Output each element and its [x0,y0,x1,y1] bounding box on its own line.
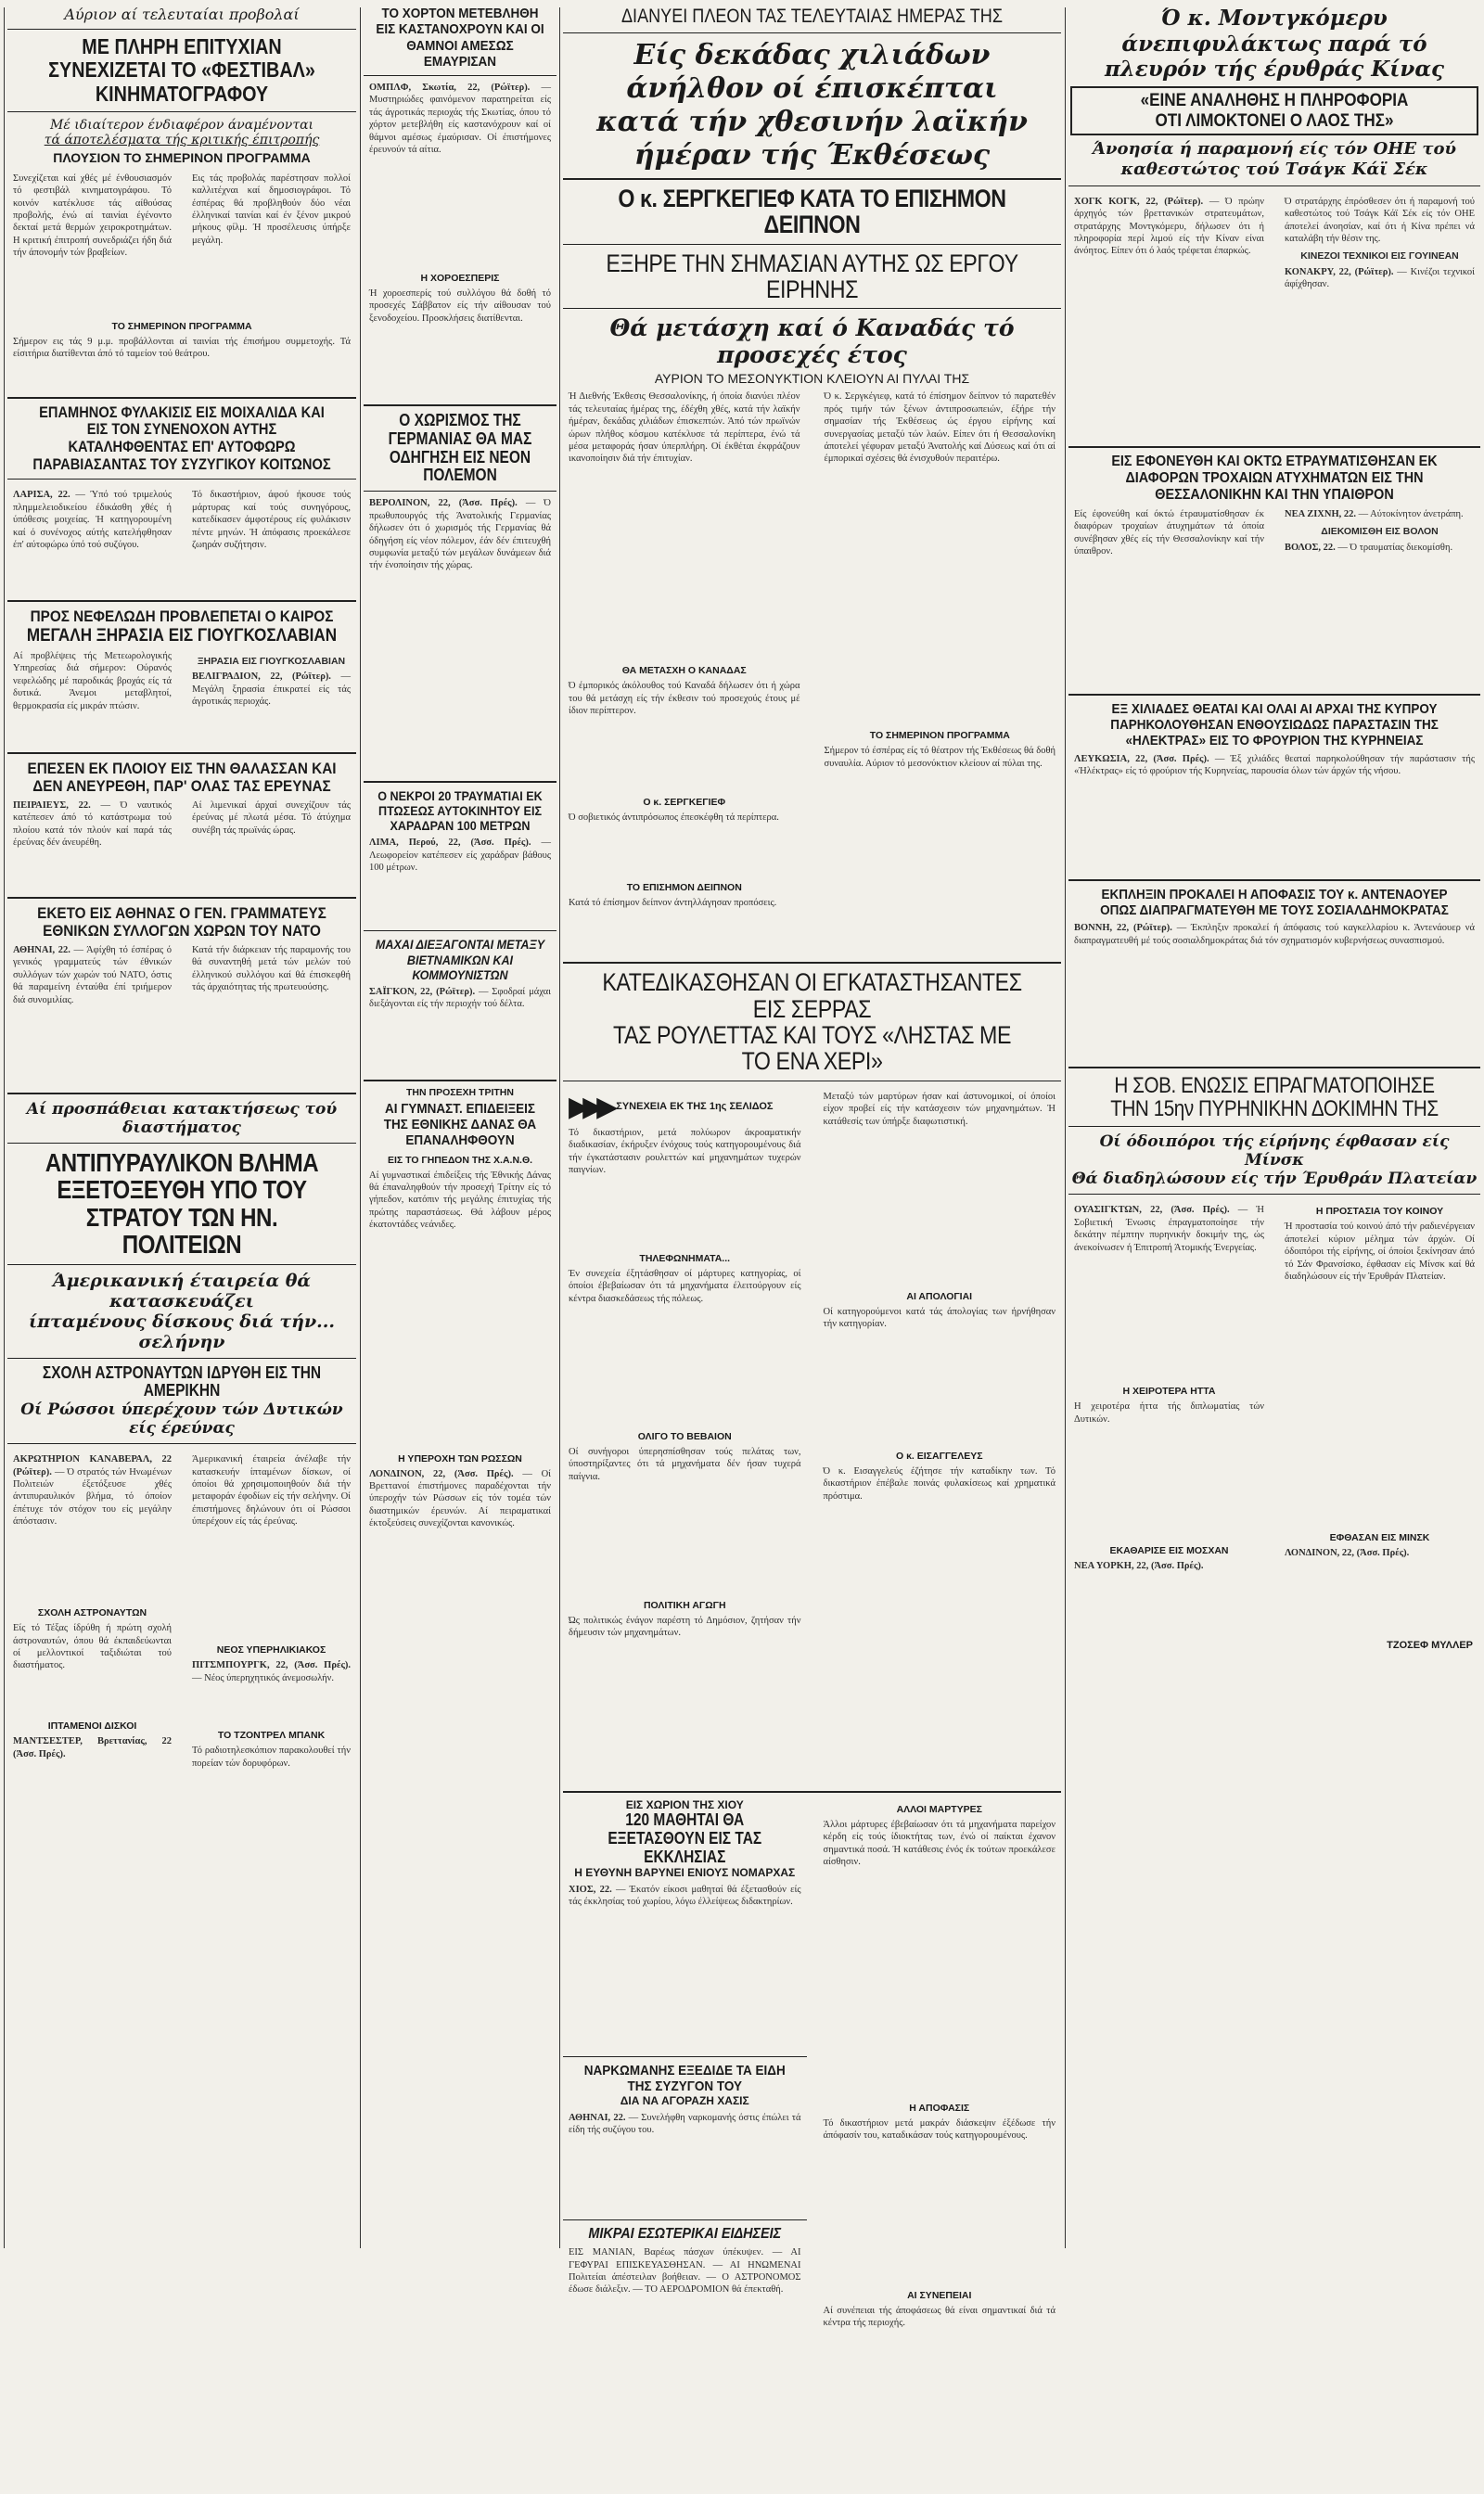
sergeyev-subhead: Ο κ. ΣΕΡΓΚΕΓΙΕΦ [643,797,726,809]
consequences-subhead: ΑΙ ΣΥΝΕΠΕΙΑΙ [907,2289,972,2301]
fair-headline-1: Είς δεκάδας χιλιάδων άνήλθον οί έπισκέπται [626,39,998,106]
phone-subhead: ΤΗΛΕΦΩΝΗΜΑΤΑ... [639,1252,731,1264]
fair-right: Ό κ. Σεργκέγιεφ, κατά τό έπίσημον δείπνον τό παρατεθέν πρός τιμήν τών ξένων άντιπροσωπειών, έξήρε τήν σημασίαν τής Έκθέσεως ώς έργου είρήνης καί συνεργασίας μεταξύ τών λαών. Είπεν ότι ή Θεσσαλονίκη άποτελεί γέφυραν μεταξύ Άνατολής καί Δύσεως καί ότι αί έμπορικαί σχέσεις θά ένισχυθούν περαιτέρω. ΤΟ ΣΗΜΕΡΙΝΟΝ ΠΡΟΓΡΑΜΜΑ Σήμερον τό έσπέρας είς τό θέατρον τής Έκθέσεως θά δοθή συναυλία. Αύριον τό μεσονύκτιον κλείουν αί πύλαι της. [819,387,1062,956]
apologies-subhead: ΑΙ ΑΠΟΛΟΓΙΑΙ [906,1290,973,1302]
grass-headline: ΤΟ ΧΟΡΤΟΝ ΜΕΤΕΒΛΗΘΗ ΕΙΣ ΚΑΣΤΑΝΟΧΡΟΥΝ ΚΑΙ ΟΙ ΘΑΜΝΟΙ ΑΜΕΣΩΣ ΕΜΑΥΡΙΣΑΝ [376,6,544,70]
montgomery-body-right: Ό στρατάρχης έπρόσθεσεν ότι ή παραμονή τού καθεστώτος τού Τσάγκ Κάϊ Σέκ είς τόν ΟΗΕ άποτελεί άνοησίαν, καί ότι ή Κίνα πρέπει νά καταλάβη τήν θέσιν της. ΚΙΝΕΖΟΙ ΤΕΧΝΙΚΟΙ ΕΙΣ ΓΟΥΙΝΕΑΝ ΚΟΝΑΚΡΥ, 22, (Ρώϊτερ). — Κινέζοι τεχνικοί άφίχθησαν. [1285,196,1475,290]
nato-body-right: Κατά τήν διάρκειαν τής παραμονής του θά συναντηθή μετά τών μελών τού έλληνικού συλλόγου καί θά έπισκεφθή τάς άρχαιότητας τής πρωτευούσης. [192,945,351,993]
nato-headline: ΕΚΕΤΟ ΕΙΣ ΑΘΗΝΑΣ Ο ΓΕΝ. ΓΡΑΜΜΑΤΕΥΣ ΕΘΝΙΚΩΝ ΣΥΛΛΟΓΩΝ ΧΩΡΩΝ ΤΟΥ ΝΑΤΟ [37,903,326,940]
berlin-dateline: ΒΕΡΟΛΙΝΟΝ, 22, (Άσσ. Πρές). [369,498,518,509]
germany-headline: Ο ΧΩΡΙΣΜΟΣ ΤΗΣ ΓΕΡΜΑΝΙΑΣ ΘΑ ΜΑΣ ΟΔΗΓΗΣΗ ΕΙΣ ΝΕΟΝ ΠΟΛΕΜΟΝ [388,411,532,485]
festival-deck-2: τά άποτελέσματα τής κριτικής έπιτροπής [44,132,320,147]
zichni-dateline: ΝΕΑ ΖΙΧΝΗ, 22. [1285,508,1357,519]
adenauer-headline: ΕΚΠΛΗΞΙΝ ΠΡΟΚΑΛΕΙ Η ΑΠΟΦΑΣΙΣ ΤΟΥ κ. ΑΝΤΕΝΑΟΥΕΡ ΟΠΩΣ ΔΙΑΠΡΑΓΜΑΤΕΥΘΗ ΜΕ ΤΟΥΣ ΣΟΣΙΑΛΔΗΜΟΚΡΑΤΑΣ [1100,886,1449,918]
weather-body: Αί προβλέψεις τής Μετεωρολογικής Υπηρεσίας διά σήμερον: Ούρανός νεφελώδης μέ παροδικάς βροχάς είς τά δυτικά. Άνεμοι μεταβλητοί, θερμοκρασία είς μικράν πτώσιν. [13,650,172,711]
roulette-left: ▶▶▶ ΣΥΝΕΧΕΙΑ ΕΚ ΤΗΣ 1ης ΣΕΛΙΔΟΣ Τό δικαστήριον, μετά πολύωρον άκροαματικήν διαδικασίαν, έκήρυξεν ένόχους τούς κατηγορουμένους διά τήν έγκατάστασιν ρουλεττών καί μηχανημάτων τυχερών παιγνίων. ΤΗΛΕΦΩΝΗΜΑΤΑ... Έν συνεχεία έξητάσθησαν οί μάρτυρες κατηγορίας, οί όποίοι έβεβαίωσαν ότι τά μηχανήματα έλειτούργουν είς κέντρα διασκεδάσεως τής πόλεως. ΟΛΙΓΟ ΤΟ ΒΕΒΑΙΟΝ Οί συνήγοροι ύπερησπίσθησαν τούς πελάτας των, ύποστηρίξαντες ότι τά μηχανήματα δέν ήσαν τυχερά παίγνια. ΠΟΛΙΤΙΚΗ ΑΓΩΓΗ Ώς πολιτικώς ένάγον παρέστη τό Δημόσιον, ζητήσαν τήν δήμευσιν τών μηχανημάτων. [563,1087,807,1785]
volos-dateline: ΒΟΛΟΣ, 22. [1285,542,1336,553]
bonn-dateline: ΒΟΝΝΗ, 22, (Ρώϊτερ). [1074,923,1172,934]
roulette-headline-1: ΚΑΤΕΔΙΚΑΣΘΗΣΑΝ ΟΙ ΕΓΚΑΤΑΣΤΗΣΑΝΤΕΣ ΕΙΣ ΣΕΡΡΑΣ [602,968,1022,1023]
festival-deck-3: ΠΛΟΥΣΙΟΝ ΤΟ ΣΗΜΕΡΙΝΟΝ ΠΡΟΓΡΑΜΜΑ [53,149,311,165]
nuclear-right: Η ΠΡΟΣΤΑΣΙΑ ΤΟΥ ΚΟΙΝΟΥ Ή προστασία τού κοινού άπό τήν ραδιενέργειαν άποτελεί κύριον μέλημα τών άρχών. Οί όδοιπόροι τής είρήνης, οί όποίοι ξεκίνησαν άπό τό Σάν Φρανσίσκο, έφθασαν είς Μίνσκ καί θά διαδηλώσουν είς τήν Έρυθράν Πλατείαν. ΕΦΘΑΣΑΝ ΕΙΣ ΜΙΝΣΚ ΛΟΝΔΙΝΟΝ, 22, (Άσσ. Πρές). [1279,1200,1480,1638]
fair-top-banner: ΔΙΑΝΥΕΙ ΠΛΕΟΝ ΤΑΣ ΤΕΛΕΥΤΑΙΑΣ ΗΜΕΡΑΣ ΤΗΣ [620,6,1004,27]
newyork-dateline: ΝΕΑ ΥΟΡΚΗ, 22, (Άσσ. Πρές). [1074,1561,1204,1572]
festival-deck-1: Μέ ιδιαίτερον ένδιαφέρον άναμένονται [49,117,314,133]
adultery-body-left: ΛΑΡΙΣΑ, 22. — Ύπό τού τριμελούς πλημμελειοδικείου έδικάσθη χθές ή ύπόθεσις μοιχείας. Ή κατηγορουμένη καί ό συνένοχος αύτής κατελήφθησαν έπ' αύτοφώρω ύπό τού συζύγου. [13,490,173,551]
nato-body-left: ΑΘΗΝΑΙ, 22. — Άφίχθη τό έσπέρας ό γενικός γραμματεύς τών έθνικών συλλόγων τών χωρών τού ΝΑΤΟ, όστις θά παραμείνη ένταύθα έπί τριήμερον διά συνομιλίας. [13,945,173,1005]
guinea-subhead: ΚΙΝΕΖΟΙ ΤΕΧΝΙΚΟΙ ΕΙΣ ΓΟΥΙΝΕΑΝ [1300,250,1459,262]
column-rule [360,7,361,2248]
sea-body-right: Αί λιμενικαί άρχαί συνεχίζουν τάς έρεύνας μέ πλωτά μέσα. Τό άτύχημα συνέβη τάς πρωϊνάς ώρας. [192,799,351,836]
washington-dateline: ΟΥΑΣΙΓΚΤΩΝ, 22, (Άσσ. Πρές). [1074,1205,1230,1216]
byline-signature: ΤΖΟΣΕΦ ΜΥΛΛΕΡ [1387,1640,1473,1652]
drought-headline: ΜΕΓΑΛΗ ΞΗΡΑΣΙΑ ΕΙΣ ΓΙΟΥΓΚΟΣΛΑΒΙΑΝ [26,625,338,646]
certificate-subhead: ΟΛΙΓΟ ΤΟ ΒΕΒΑΙΟΝ [637,1430,732,1442]
london-dateline: ΛΟΝΔΙΝΟΝ, 22, (Άσσ. Πρές). [369,1468,514,1479]
space-right: Άμερικανική έταιρεία άνέλαβε τήν κατασκευήν ίπταμένων δίσκων, οί όποίοι θά χρησιμοποιηθούν διά τήν μεταφοράν έφοδίων είς τήν σελήνην. Οί έπιστήμονες δηλώνουν ότι οί Ρώσσοι ύπερέχουν είς τάς έρεύνας. ΝΕΟΣ ΥΠΕΡΗΛΙΚΙΑΚΟΣ ΠΙΤΣΜΠΟΥΡΓΚ, 22, (Άσσ. Πρές). — Νέος ύπερηχητικός άνεμοσωλήν. ΤΟ ΤΖΟΝΤΡΕΛ ΜΠΑΝΚ Τό ραδιοτηλεσκόπιον παρακολουθεί τήν πορείαν τών δορυφόρων. [186,1450,356,1823]
festival-body-left: Συνεχίζεται καί χθές μέ ένθουσιασμόν τό φεστιβάλ κινηματογράφου. Τό κοινόν κατέκλυσε τάς αίθούσας προβολής, ένώ αί ταινίαι έγένοντο δεκταί μετά θερμών χειροκροτημάτων. Η κριτική έπιτροπή συνεδριάζει ήδη διά τήν άπονομήν τών βραβείων. [13,173,172,259]
defeat-subhead: Η ΧΕΙΡΟΤΕΡΑ ΗΤΤΑ [1122,1386,1216,1398]
witness-story: ΑΛΛΟΙ ΜΑΡΤΥΡΕΣ Άλλοι μάρτυρες έβεβαίωσαν ότι τά μηχανήματα παρείχον κέρδη είς τούς ίδιοκτήτας των, ένώ οί παίκται έχανον σημαντικά ποσά. Ή κατάθεσις ένός έκ τούτων προεκάλεσε αίσθησιν. Η ΑΠΟΦΑΣΙΣ Τό δικαστήριον μετά μακράν διάσκεψιν έξέδωσε τήν άπόφασίν του, καταδικάσαν τούς κατηγορουμένους. ΑΙ ΣΥΝΕΠΕΙΑΙ Αί συνέπειαι τής άποφάσεως θά είναι σημαντικαί διά τά κέντρα τής περιοχής. [818,1798,1062,2494]
fair-left: Ή Διεθνής Έκθεσις Θεσσαλονίκης, ή όποία διανύει πλέον τάς τελευταίας ήμέρας της, έδέχθη χθές, κατά τήν λαϊκήν ήμέραν, δεκάδας χιλιάδων έπισκεπτών. Άπό τών πρωϊνών ώρων πλήθος κόσμου κατέκλυσε τά περίπτερα, ένώ τά μέσα μεταφοράς ήσαν ύπερπλήρη. Οί έκθέται έκφράζουν ικανοποίησιν διά τήν έπιτυχίαν. ΘΑ ΜΕΤΑΣΧΗ Ο ΚΑΝΑΔΑΣ Ό έμπορικός άκόλουθος τού Καναδά δήλωσεν ότι ή χώρα του θά μετάσχη είς τήν έκθεσιν τού προσεχούς έτους μέ ίδιον περίπτερον. Ο κ. ΣΕΡΓΚΕΓΙΕΦ Ό σοβιετικός άντιπρόσωπος έπεσκέφθη τά περίπτερα. ΤΟ ΕΠΙΣΗΜΟΝ ΔΕΙΠΝΟΝ Κατά τό έπίσημον δείπνον άντηλλάγησαν προπόσεις. [563,387,806,956]
roulette-headline-2: ΤΑΣ ΡΟΥΛΕΤΤΑΣ ΚΑΙ ΤΟΥΣ «ΛΗΣΤΑΣ ΜΕ ΤΟ ΕΝΑ ΧΕΡΙ» [612,1020,1012,1076]
continued-label: ΣΥΝΕΧΕΙΑ ΕΚ ΤΗΣ 1ης ΣΕΛΙΔΟΣ [616,1100,774,1112]
chios-story: ΕΙΣ ΧΩΡΙΟΝ ΤΗΣ ΧΙΟΥ 120 ΜΑΘΗΤΑΙ ΘΑ ΕΞΕΤΑΣΘΟΥΝ ΕΙΣ ΤΑΣ ΕΚΚΛΗΣΙΑΣ Η ΕΥΘΥΝΗ ΒΑΡΥΝΕΙ ΕΝΙΟΥΣ ΝΟΜΑΡΧΑΣ ΧΙΟΣ, 22. — Έκατόν είκοσι μαθηταί θά έξετασθούν είς τάς έκκλησίας τού χωρίου, λόγω έλλείψεως διδακτηρίων. ΝΑΡΚΩΜΑΝΗΣ ΕΞΕΔΙΔΕ ΤΑ ΕΙΔΗ ΤΗΣ ΣΥΖΥΓΟΝ ΤΟΥ ΔΙΑ ΝΑ ΑΓΟΡΑΖΗ ΧΑΣΙΣ ΑΘΗΝΑΙ, 22. — Συνελήφθη ναρκομανής όστις έπώλει τά είδη τής συζύγου του. ΜΙΚΡΑΙ ΕΣΩΤΕΡΙΚΑΙ ΕΙΔΗΣΕΙΣ ΕΙΣ ΜΑΝΙΑΝ, Βαρέως πάσχων ύπέκυψεν. — ΑΙ ΓΕΦΥΡΑΙ ΕΠΙΣΚΕΥΑΣΘΗΣΑΝ. — ΑΙ ΗΝΩΜΕΝΑΙ Πολιτείαι άπέστειλαν βοήθειαν. — Ο ΑΣΤΡΟΝΟΜΟΣ έδωσε διάλεξιν. — ΤΟ ΑΕΡΟΔΡΟΜΙΟΝ θά έπεκταθή. [563,1798,807,2494]
un-headline: Άνοησία ή παραμονή είς τόν ΟΗΕ τού καθεστώτος τού Τσάγκ Κάϊ Σέκ [1093,139,1456,180]
traffic-headline: ΕΙΣ ΕΦΟΝΕΥΘΗ ΚΑΙ ΟΚΤΩ ΕΤΡΑΥΜΑΤΙΣΘΗΣΑΝ ΕΚ ΔΙΑΦΟΡΩΝ ΤΡΟΧΑΙΩΝ ΑΤΥΧΗΜΑΤΩΝ ΕΙΣ ΤΗΝ ΘΕΣΣΑΛΟΝΙΚΗΝ ΚΑΙ ΤΗΝ ΥΠΑΙΘΡΟΝ [1111,453,1438,504]
adultery-body-right: Τό δικαστήριον, άφού ήκουσε τούς μάρτυρας καί τούς συνηγόρους, κατεδίκασεν άμφοτέρους είς φυλάκισιν πέντε μηνών. Ή άπόφασις προεκάλεσε ζωηράν συζήτησιν. [192,490,351,551]
electra-body: ΛΕΥΚΩΣΙΑ, 22, (Άσσ. Πρές). — Έξ χιλιάδες θεαταί παρηκολούθησαν τήν παράστασιν τής «Ήλέκτρας» είς τό φρούριον τής Κυρηνείας, παρουσία όλων τών άρχών τής νήσου. [1074,753,1475,777]
montgomery-headline: Ό κ. Μοντγκόμερυ άνεπιφυλάκτως παρά τό πλευρόν τής έρυθράς Κίνας [1104,6,1445,83]
drought-subhead: ΞΗΡΑΣΙΑ ΕΙΣ ΓΙΟΥΓΚΟΣΛΑΒΙΑΝ [197,655,346,667]
brief-news-body: ΕΙΣ ΜΑΝΙΑΝ, Βαρέως πάσχων ύπέκυψεν. — ΑΙ ΓΕΦΥΡΑΙ ΕΠΙΣΚΕΥΑΣΘΗΣΑΝ. — ΑΙ ΗΝΩΜΕΝΑΙ Πολιτείαι άπέστειλαν βοήθειαν. — Ο ΑΣΤΡΟΝΟΜΟΣ έδωσε διάλεξιν. — ΤΟ ΑΕΡΟΔΡΟΜΙΟΝ θά έπεκταθή. [569,2247,801,2296]
minsk-subhead: ΕΦΘΑΣΑΝ ΕΙΣ ΜΙΝΣΚ [1329,1532,1430,1544]
space-left: ΑΚΡΩΤΗΡΙΟΝ ΚΑΝΑΒΕΡΑΛ, 22 (Ρώϊτερ). — Ό στρατός τών Ηνωμένων Πολιτειών έξετόξευσε χθές άντιπυραυλικόν βλήμα, τό όποίον έπέτυχε τόν στόχον του είς μεγάλην άπόστασιν. ΣΧΟΛΗ ΑΣΤΡΟΝΑΥΤΩΝ Είς τό Τέξας ίδρύθη ή πρώτη σχολή άστροναυτών, όπου θά έκπαιδεύωνται οί μελλοντικοί ταξιδιώται τού διαστήματος. ΙΠΤΑΜΕΝΟΙ ΔΙΣΚΟΙ ΜΑΝΤΣΕΣΤΕΡ, Βρεττανίας, 22 (Άσσ. Πρές). [7,1450,177,1823]
sea-body-left: ΠΕΙΡΑΙΕΥΣ, 22. — Ό ναυτικός κατέπεσεν άπό τό κατάστρωμα τού πλοίου κατά τόν πλούν καί παρά τάς έρεύνας δέν άνευρέθη. [13,799,173,849]
brief-news-headline: ΜΙΚΡΑΙ ΕΣΩΤΕΡΙΚΑΙ ΕΙΔΗΣΕΙΣ [588,2225,782,2242]
nuclear-left: ΟΥΑΣΙΓΚΤΩΝ, 22, (Άσσ. Πρές). — Ή Σοβιετική Ένωσις έπραγματοποίησε τήν δεκάτην πέμπτην πυρηνικήν δοκιμήν της, ώς άνεκοίνωσεν ή Έπιτροπή Άτομικής Ένεργείας. Η ΧΕΙΡΟΤΕΡΑ ΗΤΤΑ Η χειροτέρα ήττα τής διπλωματίας τών Δυτικών. ΕΚΑΘΑΡΙΣΕ ΕΙΣ ΜΟΣΧΑΝ ΝΕΑ ΥΟΡΚΗ, 22, (Άσσ. Πρές). [1068,1200,1270,1638]
germany-body: ΒΕΡΟΛΙΝΟΝ, 22, (Άσσ. Πρές). — Ό πρωθυπουργός τής Άνατολικής Γερμανίας δήλωσεν ότι ό χωρισμός τής Γερμανίας θά όδηγήση είς νέον πόλεμον, έάν δέν έπιτευχθή συμφωνία μεταξύ τών μεγάλων δυνάμεων διά τήν ένοποίησιν τής χώρας. [369,498,551,571]
fair-program-subhead: ΤΟ ΣΗΜΕΡΙΝΟΝ ΠΡΟΓΡΑΜΜΑ [869,730,1010,742]
drought-body: ΞΗΡΑΣΙΑ ΕΙΣ ΓΙΟΥΓΚΟΣΛΑΒΙΑΝ ΒΕΛΙΓΡΑΔΙΟΝ, 22, (Ρώϊτερ). — Μεγάλη ξηρασία έπικρατεί είς τάς άγροτικάς περιοχάς. [192,655,351,708]
pittsburgh-dateline: ΠΙΤΣΜΠΟΥΡΓΚ, 22, (Άσσ. Πρές). [192,1660,351,1671]
column-5 [1068,0,1480,2256]
volos-subhead: ΔΙΕΚΟΜΙΣΘΗ ΕΙΣ ΒΟΛΟΝ [1321,526,1439,538]
weather-headline: ΠΡΟΣ ΝΕΦΕΛΩΔΗ ΠΡΟΒΛΕΠΕΤΑΙ Ο ΚΑΙΡΟΣ [30,608,334,626]
jodrell-subhead: ΤΟ ΤΖΟΝΤΡΕΛ ΜΠΑΝΚ [217,1730,326,1742]
rumor-line-2: ΟΤΙ ΛΙΜΟΚΤΟΝΕΙ Ο ΛΑΟΣ ΤΗΣ» [1155,110,1394,131]
nicosia-dateline: ΛΕΥΚΩΣΙΑ, 22, (Άσσ. Πρές). [1074,753,1209,764]
adenauer-body: ΒΟΝΝΗ, 22, (Ρώϊτερ). — Έκπληξιν προκαλεί ή άπόφασις τού καγκελλαρίου κ. Άντενάουερ νά διαπραγματευθή μέ τούς σοσιαλδημοκράτας διά τόν σχηματισμόν κυβερνήσεως συνασπισμού. [1074,923,1475,946]
grass-dateline: ΟΜΠΛΦ, Σκωτία, 22, (Ρώϊτερ). [369,83,531,93]
sea-headline: ΕΠΕΣΕΝ ΕΚ ΠΛΟΙΟΥ ΕΙΣ ΤΗΝ ΘΑΛΑΣΣΑΝ ΚΑΙ ΔΕΝ ΑΝΕΥΡΕΘΗ, ΠΑΡ' ΟΛΑΣ ΤΑΣ ΕΡΕΥΝΑΣ [27,759,337,796]
center-columns [563,0,1061,2329]
protection-subhead: Η ΠΡΟΣΤΑΣΙΑ ΤΟΥ ΚΟΙΝΟΥ [1315,1206,1444,1218]
column-2 [364,0,556,2256]
roulette-right: Μεταξύ τών μαρτύρων ήσαν καί άστυνομικοί, οί όποίοι είχον προβεί είς τήν κατάσχεσιν τών μηχανημάτων. Ή κατάθεσίς των ύπήρξε διαφωτιστική. ΑΙ ΑΠΟΛΟΓΙΑΙ Οί κατηγορούμενοι κατά τάς άπολογίας των ήρνήθησαν τήν κατηγορίαν. Ο κ. ΕΙΣΑΓΓΕΛΕΥΣ Ό κ. Εισαγγελεύς έζήτησε τήν καταδίκην των. Τό δικαστήριον έπέβαλε ποινάς φυλακίσεως καί χρηματικά πρόστιμα. [818,1087,1062,1785]
moscow-subhead: ΕΚΑΘΑΡΙΣΕ ΕΙΣ ΜΟΣΧΑΝ [1109,1545,1229,1557]
program-body: Σήμερον εις τάς 9 μ.μ. προβάλλονται αί ταινίαι τής έπισήμου συμμετοχής. Τά είσιτήρια διατίθενται άπό τό ταμείον τού θεάτρου. [13,336,351,360]
rumor-line-1: «ΕΙΝΕ ΑΝΑΛΗΘΗΣ Η ΠΛΗΡΟΦΟΡΙΑ [1140,90,1409,110]
supersonic-subhead: ΝΕΟΣ ΥΠΕΡΗΛΙΚΙΑΚΟΣ [216,1644,326,1656]
gymnastics-headline: ΑΙ ΓΥΜΝΑΣΤ. ΕΠΙΔΕΙΞΕΙΣ ΤΗΣ ΕΘΝΙΚΗΣ ΔΑΝΑΣ ΘΑ ΕΠΑΝΑΛΗΦΘΟΥΝ [383,1100,537,1149]
saucer-headline-2: ίπταμένους δίσκους διά τήν... σελήνην [28,1311,336,1352]
lima-dateline: ΛΙΜΑ, Περού, 22, (Άσσ. Πρές). [369,838,531,849]
crash-body: ΛΙΜΑ, Περού, 22, (Άσσ. Πρές). — Λεωφορείον κατέπεσεν είς χαράδραν βάθους 100 μέτρων. [369,838,552,874]
tuesday-subhead: ΤΗΝ ΠΡΟΣΕΧΗ ΤΡΙΤΗΝ [406,1086,514,1098]
space-kicker: Αί προσπάθειαι κατακτήσεως τού διαστήματος [26,1100,338,1138]
festival-kicker: Αύριον αί τελευταίαι προβολαί [64,6,300,23]
column-rule [1065,7,1066,2248]
vietnam-body: ΣΑΪΓΚΟΝ, 22, (Ρώϊτερ). — Σφοδραί μάχαι διεξάγονται είς τήν περιοχήν τού δέλτα. [369,986,551,1010]
nuclear-test-headline: Η ΣΟΒ. ΕΝΩΣΙΣ ΕΠΡΑΓΜΑΤΟΠΟΙΗΣΕ ΤΗΝ 15ην ΠΥΡΗΝΙΚΗΝ ΔΟΚΙΜΗΝ ΤΗΣ [1110,1073,1439,1122]
other-witnesses-subhead: ΑΛΛΟΙ ΜΑΡΤΥΡΕΣ [896,1803,982,1815]
montgomery-body-left: ΧΟΓΚ ΚΟΓΚ, 22, (Ρώϊτερ). — Ό πρώην άρχηγός τών βρεττανικών στρατευμάτων, στρατάρχης Μοντγκόμερυ, δήλωσεν ότι ή πληροφορία περί λιμού είς τήν Κίναν είναι άνόητος. Είπεν ότι ό λαός τρέφεται έπαρκώς. [1074,196,1264,257]
traffic-body-left: Είς έφονεύθη καί όκτώ έτραυματίσθησαν έκ διαφόρων τροχαίων άτυχημάτων τά όποία συνέβησαν χθές είς τήν Θεσσαλονίκην καί τήν ύπαιθρον. [1074,508,1264,557]
conakry-dateline: ΚΟΝΑΚΡΥ, 22, (Ρώϊτερ). [1285,266,1394,277]
program-subhead: ΤΟ ΣΗΜΕΡΙΝΟΝ ΠΡΟΓΡΑΜΜΑ [111,320,252,332]
prosecutor-subhead: Ο κ. ΕΙΣΑΓΓΕΛΕΥΣ [895,1450,983,1462]
grass-body: ΟΜΠΛΦ, Σκωτία, 22, (Ρώϊτερ). — Μυστηριώδες φαινόμενον παρατηρείται είς τάς άγροτικάς περιοχάς τής Σκωτίας, όπου τό χόρτον μετεβλήθη είς καστανόχρουν καί οί θάμνοι αμέσως έμαύρισαν. Οί έπιστήμονες έρευνούν τά αίτια. [369,83,551,156]
electra-headline: ΕΞ ΧΙΛΙΑΔΕΣ ΘΕΑΤΑΙ ΚΑΙ ΟΛΑΙ ΑΙ ΑΡΧΑΙ ΤΗΣ ΚΥΠΡΟΥ ΠΑΡΗΚΟΛΟΥΘΗΣΑΝ ΕΝΘΟΥΣΙΩΔΩΣ ΠΑΡΑΣΤΑΣΙΝ ΤΗΣ «ΗΛΕΚΤΡΑΣ» ΕΙΣ ΤΟ ΦΡΟΥΡΙΟΝ ΤΗΣ ΚΥΡΗΝΕΙΑΣ [1110,700,1439,749]
vietnam-headline: ΜΑΧΑΙ ΔΙΕΞΑΓΟΝΤΑΙ ΜΕΤΑΞΥ ΒΙΕΤΝΑΜΙΚΩΝ ΚΑΙ ΚΟΜΜΟΥΝΙΣΤΩΝ [375,937,545,982]
fair-headline-2: κατά τήν χθεσινήν λαϊκήν ήμέραν τής Έκθέσεως [596,106,1028,173]
astronaut-school-headline: ΣΧΟΛΗ ΑΣΤΡΟΝΑΥΤΩΝ ΙΔΡΥΘΗ ΕΙΣ ΤΗΝ ΑΜΕΡΙΚΗΝ [42,1362,322,1400]
russians-headline: Οί Ρώσσοι ύπερέχουν τών Δυτικών είς έρεύνας [20,1400,343,1439]
traffic-body-right: ΝΕΑ ΖΙΧΝΗ, 22. — Αύτοκίνητον άνετράπη. ΔΙΕΚΟΜΙΣΘΗ ΕΙΣ ΒΟΛΟΝ ΒΟΛΟΣ, 22. — Ό τραυματίας διεκομίσθη. [1285,508,1475,684]
dance-subhead: Η ΧΟΡΟΕΣΠΕΡΙΣ [420,273,500,284]
cape-dateline: ΑΚΡΩΤΗΡΙΟΝ ΚΑΝΑΒΕΡΑΛ, 22 (Ρώϊτερ). [13,1454,172,1477]
sergeyev-headline: Ο κ. ΣΕΡΓΚΕΓΙΕΦ ΚΑΤΑ ΤΟ ΕΠΙΣΗΜΟΝ ΔΕΙΠΝΟΝ [618,185,1006,239]
festival-body-right: Εις τάς προβολάς παρέστησαν πολλοί καλλιτέχναι καί δημοσιογράφοι. Τό έσπέρας θά προβληθούν δύο νέαι έλληνικαί ταινίαι καί έν ξένον μικρού μήκους φίλμ. Ή προσέλευσις ύπήρξε μεγάλη. [192,173,351,246]
civil-suit-subhead: ΠΟΛΙΤΙΚΗ ΑΓΩΓΗ [643,1599,726,1611]
soviet-lead-body: ΛΟΝΔΙΝΟΝ, 22, (Άσσ. Πρές). — Οί Βρεττανοί έπιστήμονες παραδέχονται τήν ύπεροχήν τών Ρώσσων είς τόν τομέα τών διαστημικών έρευνών. Αί πειραματικαί έκτοξεύσεις συνεχίζονται κανονικώς. [369,1468,551,1529]
peace-walkers-headline: Οί όδοιπόροι τής είρήνης έφθασαν είς Μίνσκ [1099,1132,1450,1170]
addict-headline: ΝΑΡΚΩΜΑΝΗΣ ΕΞΕΔΙΔΕ ΤΑ ΕΙΔΗ ΤΗΣ ΣΥΖΥΓΟΝ ΤΟΥ [583,2062,786,2095]
adultery-headline: ΕΠΑΜΗΝΟΣ ΦΥΛΑΚΙΣΙΣ ΕΙΣ ΜΟΙΧΑΛΙΔΑ ΚΑΙ ΕΙΣ ΤΟΝ ΣΥΝΕΝΟΧΟΝ ΑΥΤΗΣ ΚΑΤΑΛΗΦΘΕΝΤΑΣ ΕΠ' ΑΥΤΟΦΩΡΩ ΠΑΡΑΒΙΑΣΑΝΤΑΣ ΤΟΥ ΣΥΖΥΓΙΚΟΥ ΚΟΙΤΩΝΟΣ [32,403,331,473]
addict-deck: ΔΙΑ ΝΑ ΑΓΟΡΑΖΗ ΧΑΣΙΣ [620,2094,749,2108]
astronaut-subhead: ΣΧΟΛΗ ΑΣΤΡΟΝΑΥΤΩΝ [37,1607,147,1619]
festival-headline: ΜΕ ΠΛΗΡΗ ΕΠΙΤΥΧΙΑΝ ΣΥΝΕΧΙΖΕΤΑΙ ΤΟ «ΦΕΣΤΙΒΑΛ» ΚΙΝΗΜΑΤΟΓΡΑΦΟΥ [48,34,315,106]
column-rule [559,7,560,2248]
dance-body: Ή χοροεσπερίς τού συλλόγου θά δοθή τό προσεχές Σάββατον είς τήν αίθουσαν τού ξενοδοχείου. Προσκλήσεις διατίθενται. [369,288,551,324]
page-edge-rule [4,7,5,2248]
manchester-dateline: ΜΑΝΤΣΕΣΤΕΡ, Βρεττανίας, 22 (Άσσ. Πρές). [13,1736,172,1759]
saucer-subhead: ΙΠΤΑΜΕΝΟΙ ΔΙΣΚΟΙ [47,1720,137,1733]
saigon-dateline: ΣΑΪΓΚΟΝ, 22, (Ρώϊτερ). [369,986,476,997]
canada-subhead: ΘΑ ΜΕΤΑΣΧΗ Ο ΚΑΝΑΔΑΣ [621,665,747,677]
stadium-subhead: ΕΙΣ ΤΟ ΓΗΠΕΔΟΝ ΤΗΣ Χ.Α.Ν.Θ. [387,1154,533,1166]
missile-headline: ΑΝΤΙΠΥΡΑΥΛΙΚΟΝ ΒΛΗΜΑ ΕΞΕΤΟΞΕΥΘΗ ΥΠΟ ΤΟΥ ΣΤΡΑΤΟΥ ΤΩΝ ΗΝ. ΠΟΛΙΤΕΙΩΝ [45,1148,319,1260]
decision-subhead: Η ΑΠΟΦΑΣΙΣ [909,2102,970,2114]
rumor-box [1070,86,1478,136]
gymnastics-body: Αί γυμναστικαί έπιδείξεις τής Έθνικής Δάνας θά έπαναληφθούν τήν προσεχή Τρίτην είς τό γήπεδον, κατόπιν τής μεγάλης έπιτυχίας τής πρώτης παραστάσεως. Θά λάβουν μέρος έκατοντάδες νεάνιδες. [369,1170,551,1231]
chios-headline: 120 ΜΑΘΗΤΑΙ ΘΑ ΕΞΕΤΑΣΘΟΥΝ ΕΙΣ ΤΑΣ ΕΚΚΛΗΣΙΑΣ [608,1810,762,1866]
dinner-subhead: ΤΟ ΕΠΙΣΗΜΟΝ ΔΕΙΠΝΟΝ [626,882,742,894]
red-square-headline: Θά διαδηλώσουν είς τήν Έρυθράν Πλατείαν [1071,1170,1478,1189]
chios-dateline: ΧΙΟΣ, 22. [569,1884,612,1895]
soviet-lead-subhead: Η ΥΠΕΡΟΧΗ ΤΩΝ ΡΩΣΣΩΝ [398,1452,522,1464]
continued-arrow-icon: ▶▶▶ [569,1090,611,1123]
canada-headline: Θά μετάσχη καί ό Καναδάς τό προσεχές έτος [609,314,1015,369]
peace-headline: ΕΞΗΡΕ ΤΗΝ ΣΗΜΑΣΙΑΝ ΑΥΤΗΣ ΩΣ ΕΡΓΟΥ ΕΙΡΗΝΗΣ [606,249,1018,304]
crash-headline: Ο ΝΕΚΡΟΙ 20 ΤΡΑΥΜΑΤΙΑΙ ΕΚ ΠΤΩΣΕΩΣ ΑΥΤΟΚΙΝΗΤΟΥ ΕΙΣ ΧΑΡΑΔΡΑΝ 100 ΜΕΤΡΩΝ [377,788,543,834]
chios-kicker: ΕΙΣ ΧΩΡΙΟΝ ΤΗΣ ΧΙΟΥ [625,1797,744,1811]
addict-dateline: ΑΘΗΝΑΙ, 22. [569,2112,626,2123]
hongkong-dateline: ΧΟΓΚ ΚΟΓΚ, 22, (Ρώϊτερ). [1074,196,1204,207]
chios-deck: Η ΕΥΘΥΝΗ ΒΑΡΥΝΕΙ ΕΝΙΟΥΣ ΝΟΜΑΡΧΑΣ [574,1866,796,1880]
closing-headline: ΑΥΡΙΟΝ ΤΟ ΜΕΣΟΝΥΚΤΙΟΝ ΚΛΕΙΟΥΝ ΑΙ ΠΥΛΑΙ ΤΗΣ [654,371,970,387]
london2-dateline: ΛΟΝΔΙΝΟΝ, 22, (Άσσ. Πρές). [1285,1548,1410,1559]
saucer-headline-1: Άμερικανική έταιρεία θά κατασκευάζει [53,1270,311,1311]
column-1 [7,0,356,2256]
